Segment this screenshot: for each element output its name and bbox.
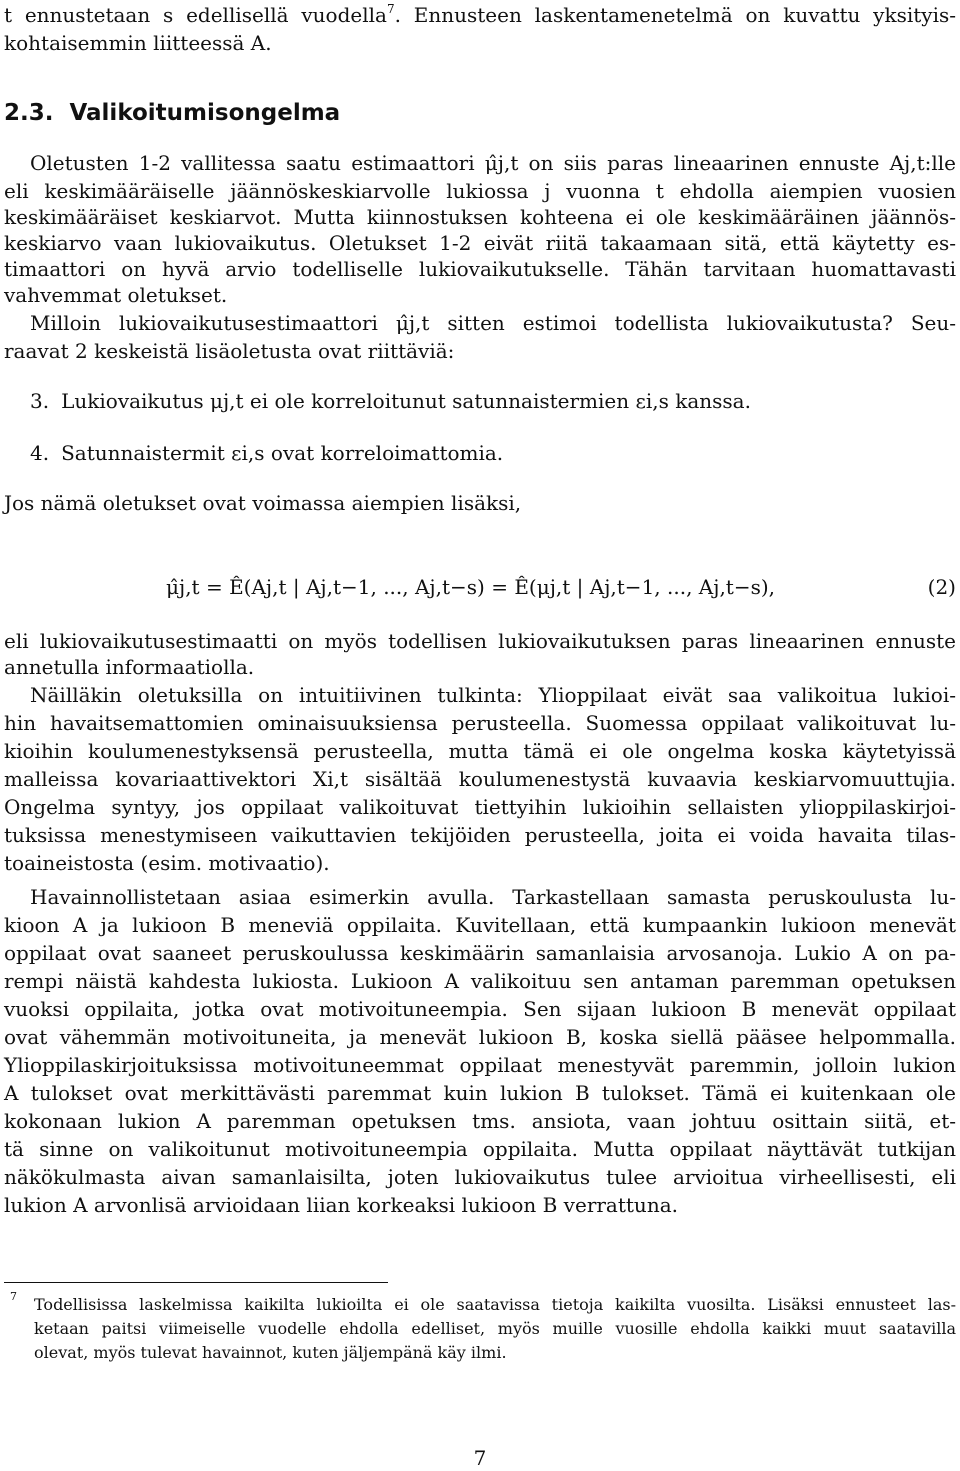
list-item-number: 4. <box>30 441 50 465</box>
body-line: kohtaisemmin liitteessä A. <box>4 31 272 55</box>
list-item-number: 3. <box>30 389 50 413</box>
body-line: vahvemmat oletukset. <box>4 283 228 307</box>
body-line: keskiarvo vaan lukiovaikutus. Oletukset 1-2 eivät riitä takaamaan sitä, että käytetty es- <box>4 231 956 255</box>
list-item <box>30 388 751 414</box>
footnote-line: Todellisissa laskelmissa kaikilta lukioilta ei ole saatavissa tietoja kaikilta vuosilta. Lisäksi ennusteet las- <box>34 1295 956 1314</box>
body-line: rempi näistä kahdesta lukiosta. Lukioon A valikoituu sen antaman paremman opetuksen <box>4 969 956 993</box>
body-line: t ennustetaan s edellisellä vuodella$^7$. Ennusteen laskentamenetelmä on kuvattu yksityis- <box>4 2 957 27</box>
body-line: Havainnollistetaan asiaa esimerkin avulla. Tarkastellaan samasta peruskoulusta lu- <box>30 885 956 909</box>
section-heading <box>4 98 340 128</box>
body-line: tuksissa menestymiseen vaikuttavien tekijöiden perusteella, joita ei voida havaita tilas- <box>4 823 956 847</box>
body-line: Milloin lukiovaikutusestimaattori μ̂j,t sitten estimoi todellista lukiovaikutusta? Seu- <box>30 311 956 335</box>
footnote-mark: 7 <box>10 1290 17 1303</box>
equation-number: (2) <box>927 575 956 599</box>
body-line: annetulla informaatiolla. <box>4 655 255 679</box>
body-line: Ylioppilaskirjoituksissa motivoituneemmat oppilaat menestyvät paremmin, jolloin lukion <box>4 1053 956 1077</box>
body-line: Jos nämä oletukset ovat voimassa aiempien lisäksi, <box>4 491 522 515</box>
body-line: Ongelma syntyy, jos oppilaat valikoituvat tiettyihin lukioihin sellaisten ylioppilaskirjoi- <box>4 795 956 819</box>
body-line: vuoksi oppilaita, jotka ovat motivoituneempia. Sen sijaan lukioon B menevät oppilaat <box>4 997 956 1021</box>
body-line: oppilaat ovat saaneet peruskoulussa keskimäärin samanlaisia arvosanoja. Lukio A on pa- <box>4 941 956 965</box>
body-line: tä sinne on valikoitunut motivoituneempia oppilaita. Mutta oppilaat näyttävät tutkijan <box>4 1137 956 1161</box>
footnote-line: ketaan paitsi viimeiselle vuodelle ehdolla edelliset, myös muille vuosille ehdolla kaikki muut saatavilla <box>34 1319 956 1338</box>
body-line: näkökulmasta aivan samanlaisilta, joten lukiovaikutus tulee arvioitua virheellisesti, eli <box>4 1165 956 1189</box>
page-number: 7 <box>473 1446 487 1470</box>
list-item-text: Lukiovaikutus μj,t ei ole korreloitunut satunnaistermien εi,s kanssa. <box>61 389 751 413</box>
body-line: Oletusten 1-2 vallitessa saatu estimaattori μ̂j,t on siis paras lineaarinen ennuste Aj,t:lle <box>30 151 956 175</box>
footnote-reference[interactable]: 7 <box>386 2 395 16</box>
body-line: timaattori on hyvä arvio todelliselle lukiovaikutukselle. Tähän tarvitaan huomattavasti <box>4 257 956 281</box>
body-line: malleissa kovariaattivektori Xi,t sisältää koulumenestystä kuvaavia keskiarvomuuttujia. <box>4 767 956 791</box>
body-line: lukion A arvonlisä arvioidaan liian korkeaksi lukioon B verrattuna. <box>4 1193 678 1217</box>
section-title: Valikoitumisongelma <box>69 100 341 126</box>
body-line: eli keskimääräiselle jäännöskeskiarvolle lukiossa j vuonna t ehdolla aiempien vuosien <box>4 179 956 203</box>
body-line: Näilläkin oletuksilla on intuitiivinen tulkinta: Ylioppilaat eivät saa valikoitua lukioi- <box>30 683 956 707</box>
list-item-text: Satunnaistermit εi,s ovat korreloimattomia. <box>61 441 504 465</box>
body-line: kokonaan lukion A paremman opetuksen tms. ansiota, vaan johtuu osittain siitä, et- <box>4 1109 956 1133</box>
body-line: kioon A ja lukioon B meneviä oppilaita. Kuvitellaan, että kumpaankin lukioon menevät <box>4 913 956 937</box>
body-line: raavat 2 keskeistä lisäoletusta ovat riittäviä: <box>4 339 455 363</box>
section-number: 2.3. <box>4 100 54 126</box>
body-line: A tulokset ovat merkittävästi paremmat kuin lukion B tulokset. Tämä ei kuitenkaan ole <box>4 1081 956 1105</box>
body-line: hin havaitsemattomien ominaisuuksiensa perusteella. Suomessa oppilaat valikoituvat lu- <box>4 711 956 735</box>
body-line: eli lukiovaikutusestimaatti on myös todellisen lukiovaikutuksen paras lineaarinen ennuste <box>4 629 956 653</box>
body-line: ovat vähemmän motivoituneita, ja menevät lukioon B, koska siellä pääsee helpommalla. <box>4 1025 956 1049</box>
body-line: keskimääräiset keskiarvot. Mutta kiinnostuksen kohteena ei ole keskimääräinen jäännös- <box>4 205 956 229</box>
list-item <box>30 440 503 466</box>
equation: μ̂j,t = Ê(Aj,t | Aj,t−1, ..., Aj,t−s) = Ê(μj,t | Aj,t−1, ..., Aj,t−s), <box>166 575 776 599</box>
body-line: toaineistosta (esim. motivaatio). <box>4 851 330 875</box>
footnote-rule <box>4 1282 388 1283</box>
body-line: kioihin koulumenestyksensä perusteella, mutta tämä ei ole ongelma koska käytetyissä <box>4 739 956 763</box>
footnote-line: olevat, myös tulevat havainnot, kuten jäljempänä käy ilmi. <box>34 1343 507 1362</box>
